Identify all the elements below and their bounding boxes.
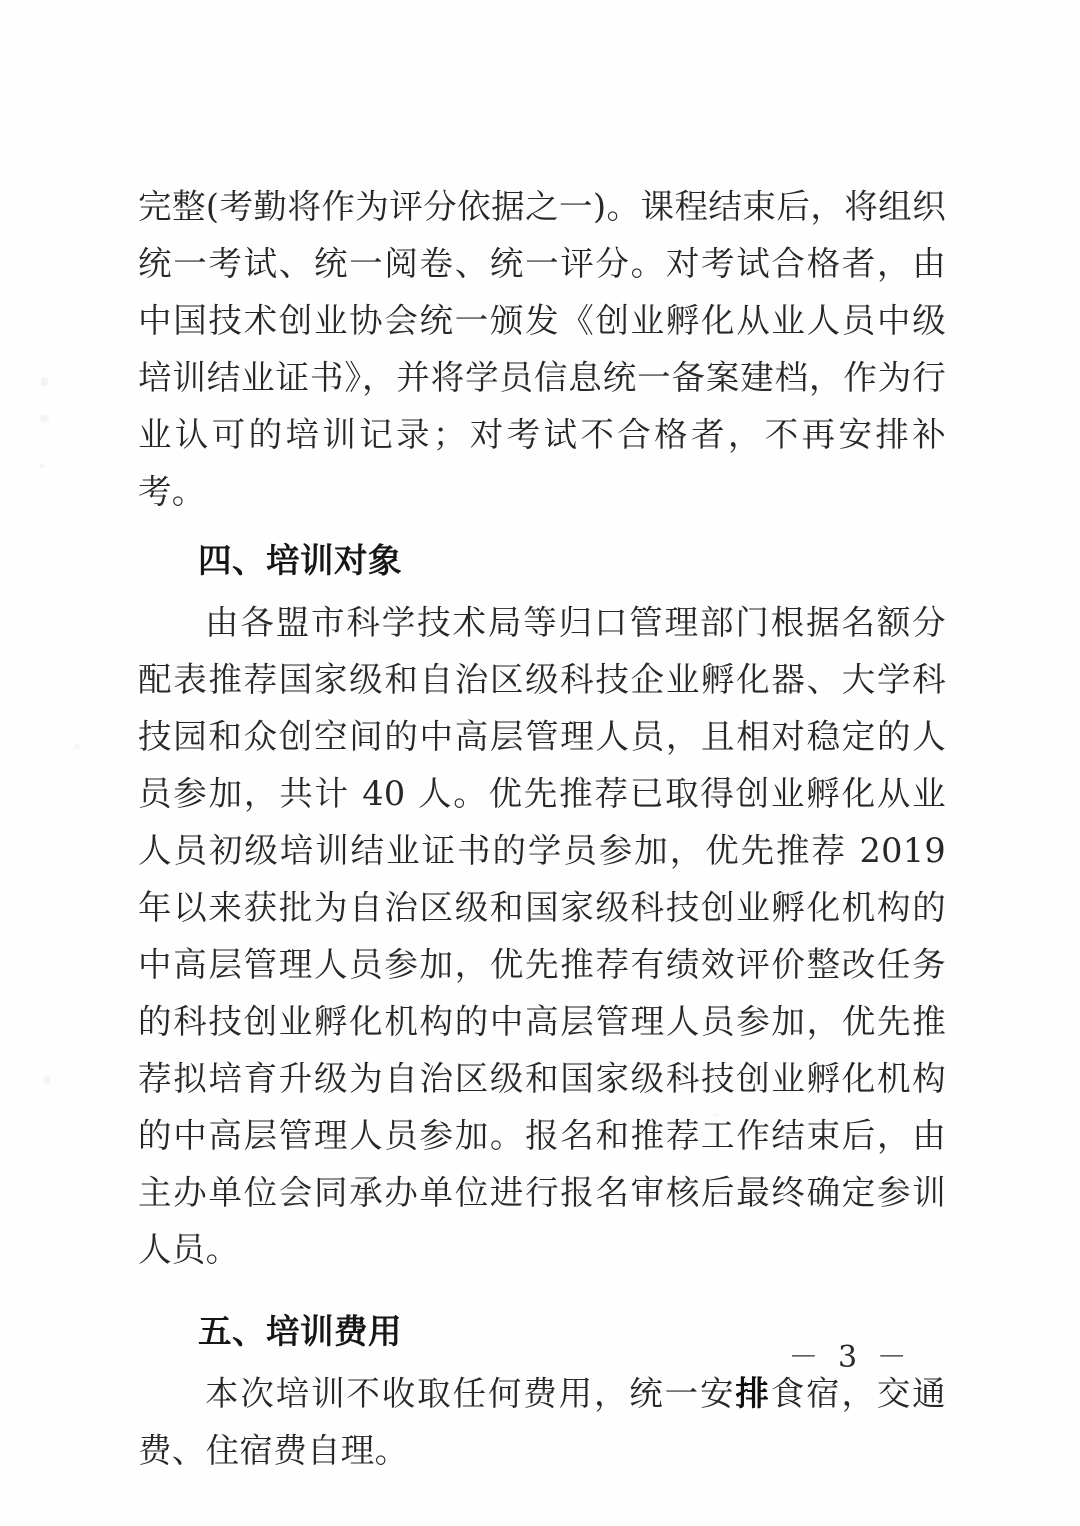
scan-speck xyxy=(41,377,48,386)
scan-speck xyxy=(43,1076,51,1084)
section-spacer xyxy=(138,520,946,532)
section-heading-four: 四、培训对象 xyxy=(198,541,402,580)
scan-speck xyxy=(74,744,80,749)
section-five-text-part-1: 本次培训不收取任何费用，统一安 xyxy=(205,1374,736,1413)
scan-speck xyxy=(39,464,45,468)
section-five-paragraph xyxy=(138,1365,946,1479)
section-five-text-part-2: 食宿，交通费、住宿费自理。 xyxy=(138,1374,946,1470)
overprinted-glyph: 排 xyxy=(735,1374,771,1413)
page-number: － 3 － xyxy=(788,1340,912,1375)
page-footer xyxy=(0,1332,1080,1376)
section-spacer xyxy=(138,1278,946,1290)
section-heading-five: 五、培训费用 xyxy=(198,1312,402,1351)
paragraph-continued: 完整(考勤将作为评分依据之一)。课程结束后，将组织统一考试、统一阅卷、统一评分。对考试合格者，由中国技术创业协会统一颁发《创业孵化从业人员中级培训结业证书》，并将学员信息统一备案建档，作为行业认可的培训记录；对考试不合格者，不再安排补考。 xyxy=(138,187,946,511)
document-text-column xyxy=(138,178,946,1479)
section-four-paragraph: 由各盟市科学技术局等归口管理部门根据名额分配表推荐国家级和自治区级科技企业孵化器、大学科技园和众创空间的中高层管理人员，且相对稳定的人员参加，共计 40 人。优先推荐已取得创业孵化从业人员初级培训结业证书的学员参加，优先推荐 2019 年以来获批为自治区级和国家级科技创业孵化机构的中高层管理人员参加，优先推荐有绩效评价整改任务的科技创业孵化机构的中高层管理人员参加，优先推荐拟培育升级为自治区级和国家级科技创业孵化机构的中高层管理人员参加。报名和推荐工作结束后，由主办单位会同承办单位进行报名审核后最终确定参训人员。 xyxy=(138,603,946,1269)
scan-speck xyxy=(40,415,49,422)
